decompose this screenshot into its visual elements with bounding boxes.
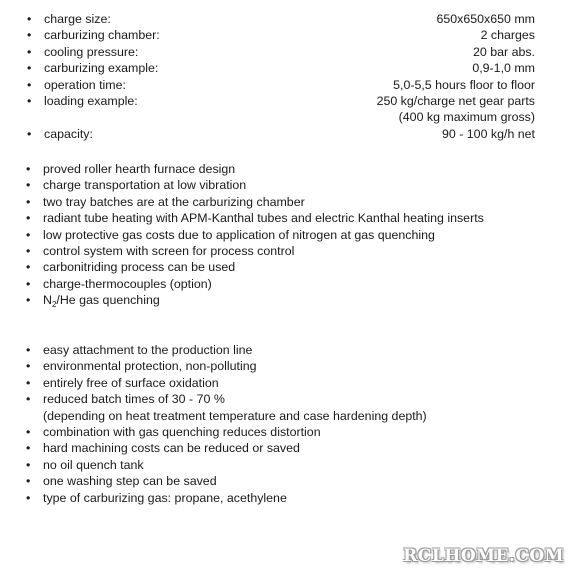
bullet-icon: • bbox=[27, 126, 32, 141]
spec-row bbox=[0, 27, 572, 43]
spec-value: 90 - 100 kg/h net bbox=[442, 126, 535, 141]
bullet-icon: • bbox=[26, 441, 31, 456]
feature-list bbox=[0, 161, 572, 311]
spec-list bbox=[0, 11, 572, 142]
feature-text: radiant tube heating with APM-Kanthal tubes and electric Kanthal heating inserts bbox=[43, 211, 484, 226]
spec-value: 20 bar abs. bbox=[473, 44, 535, 59]
bullet-icon: • bbox=[26, 490, 31, 505]
benefit-text: no oil quench tank bbox=[43, 457, 144, 472]
feature-item bbox=[0, 210, 572, 226]
benefit-text: combination with gas quenching reduces distortion bbox=[43, 425, 321, 440]
feature-item bbox=[0, 276, 572, 292]
bullet-icon: • bbox=[26, 343, 31, 357]
gas-suffix: /He gas quenching bbox=[56, 293, 160, 308]
bullet-icon: • bbox=[27, 61, 32, 76]
watermark: RCLHOME.COM bbox=[403, 546, 564, 566]
feature-item bbox=[0, 161, 572, 177]
bullet-icon: • bbox=[26, 392, 31, 407]
spec-row bbox=[0, 126, 572, 142]
spec-label: charge size: bbox=[44, 12, 111, 26]
feature-item bbox=[0, 177, 572, 193]
bullet-icon: • bbox=[26, 293, 31, 308]
bullet-icon: • bbox=[26, 457, 31, 472]
bullet-icon: • bbox=[26, 474, 31, 489]
benefit-text: entirely free of surface oxidation bbox=[43, 375, 219, 390]
bullet-icon: • bbox=[26, 375, 31, 390]
benefit-item bbox=[0, 440, 572, 456]
benefit-subtext: (depending on heat treatment temperature and case hardening depth) bbox=[43, 408, 427, 423]
bullet-icon: • bbox=[27, 28, 32, 43]
benefit-item bbox=[0, 457, 572, 473]
spec-value: 5,0-5,5 hours floor to floor bbox=[393, 77, 535, 92]
benefit-item bbox=[0, 375, 572, 391]
benefit-item bbox=[0, 342, 572, 358]
spec-value-line: (400 kg maximum gross) bbox=[398, 110, 535, 125]
spec-label: carburizing example: bbox=[44, 61, 159, 76]
spec-label: cooling pressure: bbox=[44, 44, 139, 59]
spec-row bbox=[0, 60, 572, 76]
spec-value: 0,9-1,0 mm bbox=[472, 61, 535, 76]
spec-label: capacity: bbox=[44, 126, 93, 141]
bullet-icon: • bbox=[26, 211, 31, 226]
feature-text: proved roller hearth furnace design bbox=[43, 162, 236, 176]
bullet-icon: • bbox=[26, 359, 31, 374]
spec-row bbox=[0, 44, 572, 60]
feature-text bbox=[43, 293, 160, 310]
bullet-icon: • bbox=[27, 44, 32, 59]
feature-item bbox=[0, 243, 572, 259]
spec-row bbox=[0, 93, 572, 126]
bullet-icon: • bbox=[26, 425, 31, 440]
benefit-text: environmental protection, non-polluting bbox=[43, 359, 257, 374]
bullet-icon: • bbox=[27, 77, 32, 92]
bullet-icon: • bbox=[26, 178, 31, 193]
bullet-icon: • bbox=[26, 194, 31, 209]
feature-item bbox=[0, 292, 572, 310]
benefit-text: hard machining costs can be reduced or saved bbox=[43, 441, 300, 456]
spec-value: 650x650x650 mm bbox=[436, 12, 535, 26]
feature-item bbox=[0, 194, 572, 210]
feature-text: two tray batches are at the carburizing chamber bbox=[43, 194, 305, 209]
spec-label: operation time: bbox=[44, 77, 126, 92]
feature-item bbox=[0, 259, 572, 275]
benefit-item bbox=[0, 424, 572, 440]
bullet-icon: • bbox=[27, 12, 32, 26]
feature-text: low protective gas costs due to application of nitrogen at gas quenching bbox=[43, 227, 435, 242]
benefit-text: type of carburizing gas: propane, acethylene bbox=[43, 490, 287, 505]
spec-label: carburizing chamber: bbox=[44, 28, 160, 43]
gas-prefix: N bbox=[43, 293, 52, 308]
benefit-item bbox=[0, 358, 572, 374]
feature-item bbox=[0, 227, 572, 243]
benefit-text: one washing step can be saved bbox=[43, 474, 217, 489]
gas-subscript: 2 bbox=[51, 300, 57, 310]
feature-text: charge transportation at low vibration bbox=[43, 178, 247, 193]
bullet-icon: • bbox=[26, 162, 31, 176]
bullet-icon: • bbox=[26, 276, 31, 291]
spec-value bbox=[377, 93, 535, 126]
bullet-icon: • bbox=[26, 244, 31, 259]
feature-text: carbonitriding process can be used bbox=[43, 260, 236, 275]
benefit-text: reduced batch times of 30 - 70 % bbox=[43, 392, 225, 407]
benefit-text: easy attachment to the production line bbox=[43, 343, 253, 357]
benefit-list bbox=[0, 342, 572, 506]
benefit-item bbox=[0, 473, 572, 489]
spec-row bbox=[0, 77, 572, 93]
spec-row bbox=[0, 11, 572, 27]
spec-value-line: 250 kg/charge net gear parts bbox=[376, 93, 535, 108]
spec-value: 2 charges bbox=[480, 28, 535, 43]
spec-label: loading example: bbox=[44, 93, 138, 108]
feature-text: control system with screen for process control bbox=[43, 244, 295, 259]
bullet-icon: • bbox=[26, 227, 31, 242]
benefit-item bbox=[0, 391, 572, 424]
benefit-item bbox=[0, 490, 572, 506]
bullet-icon: • bbox=[26, 260, 31, 275]
bullet-icon: • bbox=[27, 93, 32, 108]
feature-text: charge-thermocouples (option) bbox=[43, 276, 212, 291]
